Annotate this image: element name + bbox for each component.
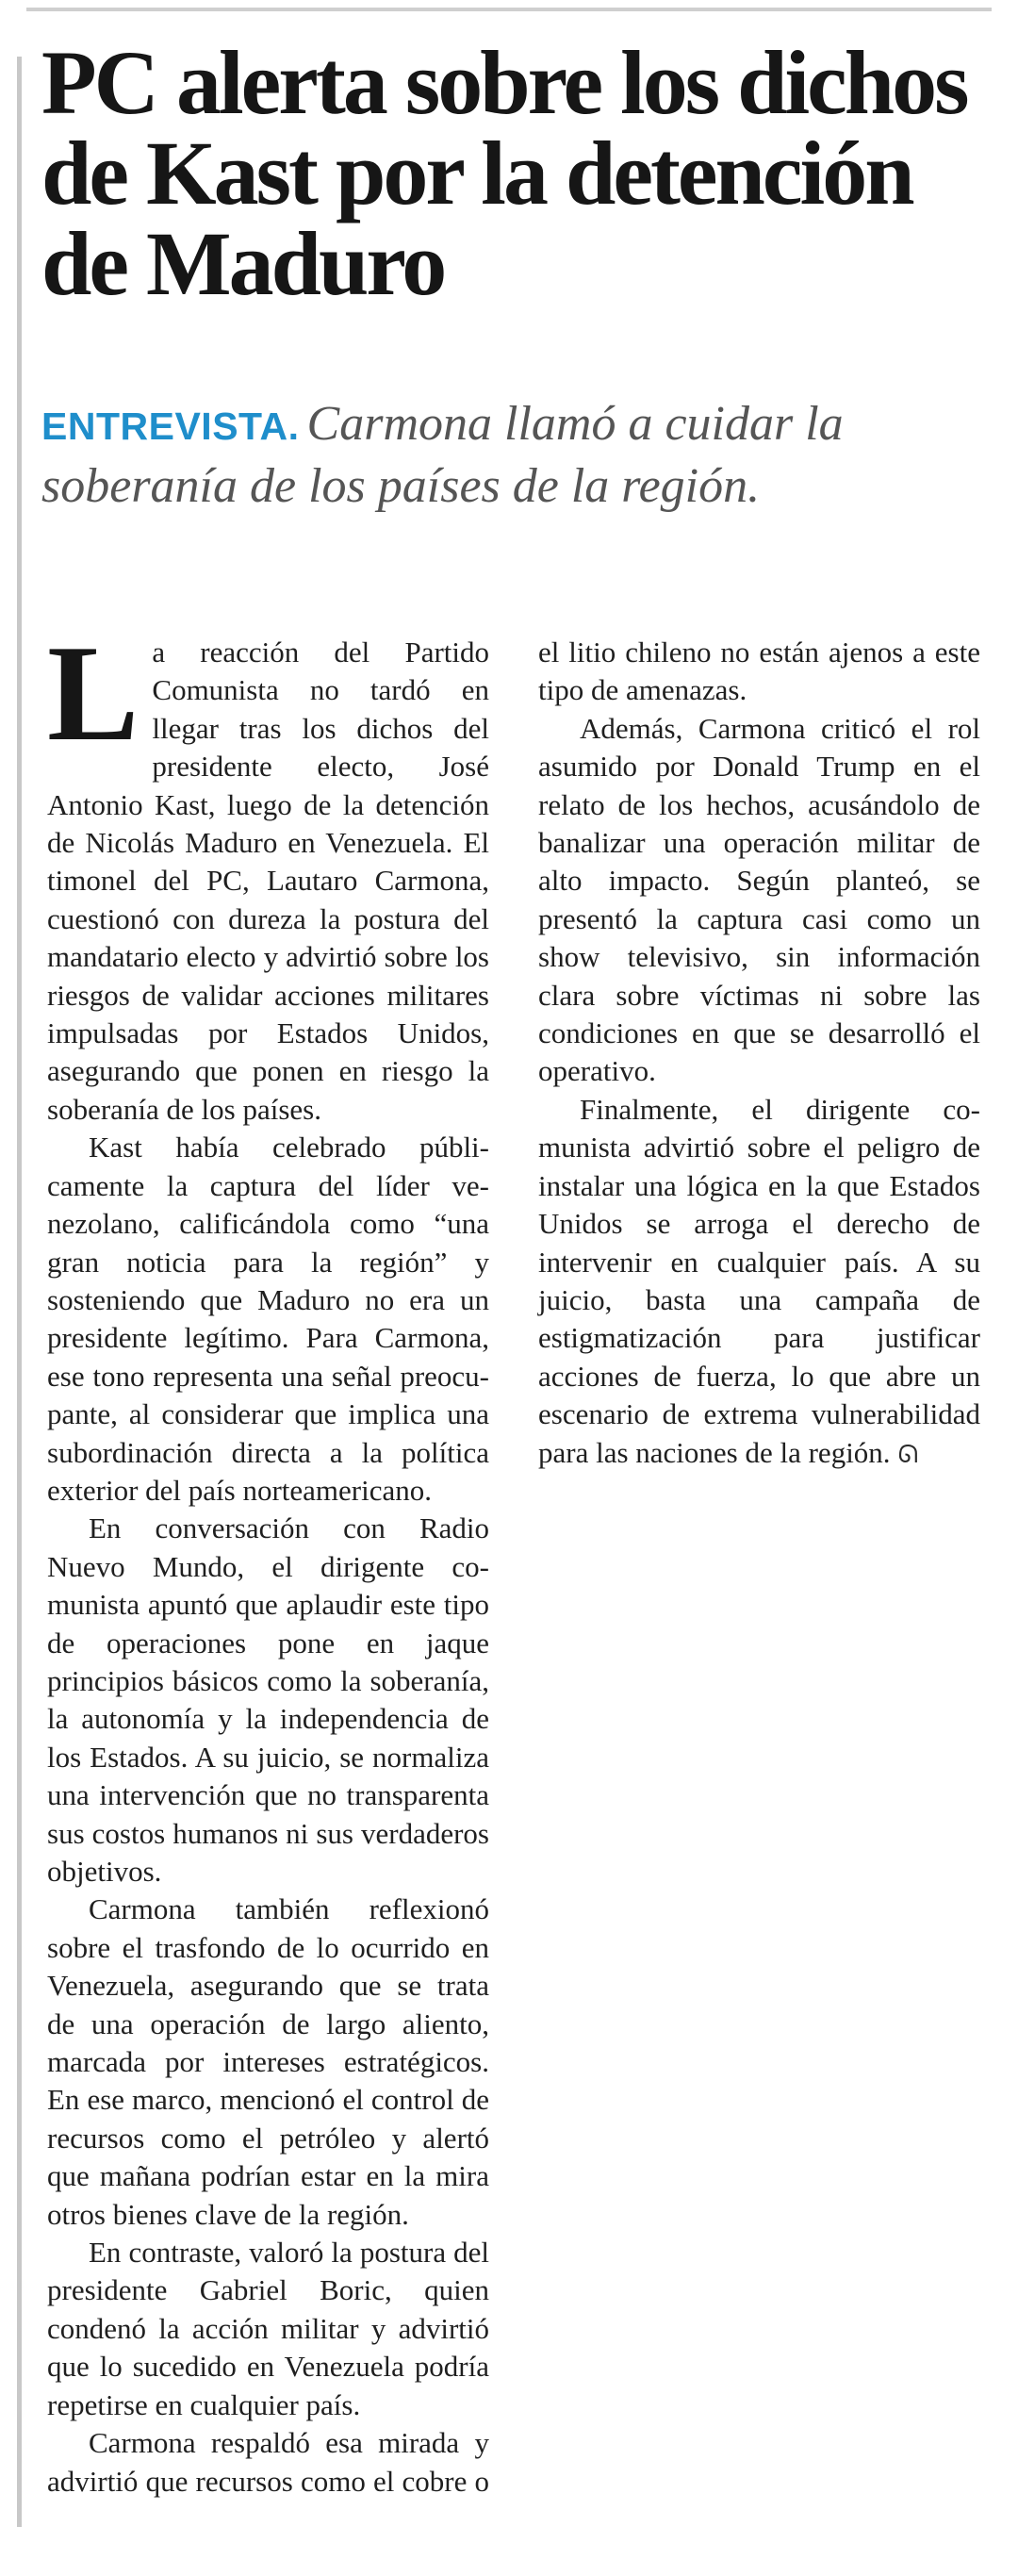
article-paragraph: Carmona respaldó esa mirada y advirtió que recursos como el cobre o el litio chileno no están ajenos a este tipo de amenazas.: [47, 636, 980, 2498]
article-paragraph: [538, 1091, 980, 1474]
article-paragraph: Además, Carmona criticó el rol asumido por Donald Trump en el relato de los hechos, acusándolo de banalizar una operación militar de alto impacto. Según planteó, se presentó la captura casi como un show televisivo, sin información clara sobre víctimas ni sobre las condiciones en que se desarrolló el operativo.: [538, 711, 980, 1088]
headline: PC alerta sobre los dichos de Kast por la detención de Maduro: [41, 32, 967, 314]
left-margin-rule: [17, 57, 22, 2527]
paragraph-text: Finalmente, el dirigente comunista advirtió sobre el peligro de instalar una lógica en la que Estados Unidos se arroga el derecho de intervenir en cualquier país. A su juicio, basta una campaña de estigmatización para justificar acciones de fuerza, lo que abre un escenario de extrema vulnerabilidad para las naciones de la región.: [538, 1092, 980, 1469]
drop-cap: L: [47, 617, 140, 769]
article-paragraph: [47, 617, 489, 1129]
top-divider: [26, 8, 992, 11]
end-of-article-mark: ᘏ: [897, 1440, 919, 1469]
subheadline: [41, 394, 984, 517]
article-paragraph: En conversación con Radio Nuevo Mundo, el dirigente comunista apuntó que aplaudir este tipo de operaciones pone en jaque principios básicos como la soberanía, la autonomía y la independencia de los Estados. A su juicio, se normaliza una intervención que no transparenta sus costos humanos ni sus verdaderos objetivos.: [47, 1511, 489, 1888]
kicker-label: ENTREVISTA.: [41, 405, 300, 448]
article-paragraph: Kast había celebrado públicamente la captura del líder venezolano, calificándola como “una gran noticia para la región” y sosteniendo que Maduro no era un presidente legítimo. Para Carmona, ese tono representa una señal preocupante, al considerar que implica una subordinación directa a la política exterior del país norteamericano.: [47, 1131, 489, 1507]
subhead-text: Carmona llamó a cuidar la soberanía de los países de la región.: [41, 397, 844, 513]
article-paragraph: Carmona también reflexionó sobre el trasfondo de lo ocurrido en Venezuela, asegurando que se trata de una operación de largo aliento, marcada por intereses estratégicos. En ese marco, mencionó el control de recursos como el petróleo y alertó que mañana podrían estar en la mira otros bienes clave de la región.: [47, 1892, 489, 2231]
article-body: [47, 617, 980, 2529]
paragraph-text: a reacción del Partido Comunista no tardó en llegar tras los dichos del presidente electo, José Antonio Kast, luego de la detención de Nicolás Maduro en Venezuela. El timonel del PC, Lautaro Carmona, cuestionó con dureza la postura del mandatario electo y advirtió sobre los riesgos de validar acciones militares impulsadas por Estados Unidos, asegurando que ponen en riesgo la soberanía de los países.: [47, 636, 489, 1126]
article-paragraph: En contraste, valoró la postura del presidente Gabriel Boric, quien condenó la acción militar y advirtió que lo sucedido en Venezuela podría repetirse en cualquier país.: [47, 2236, 489, 2421]
